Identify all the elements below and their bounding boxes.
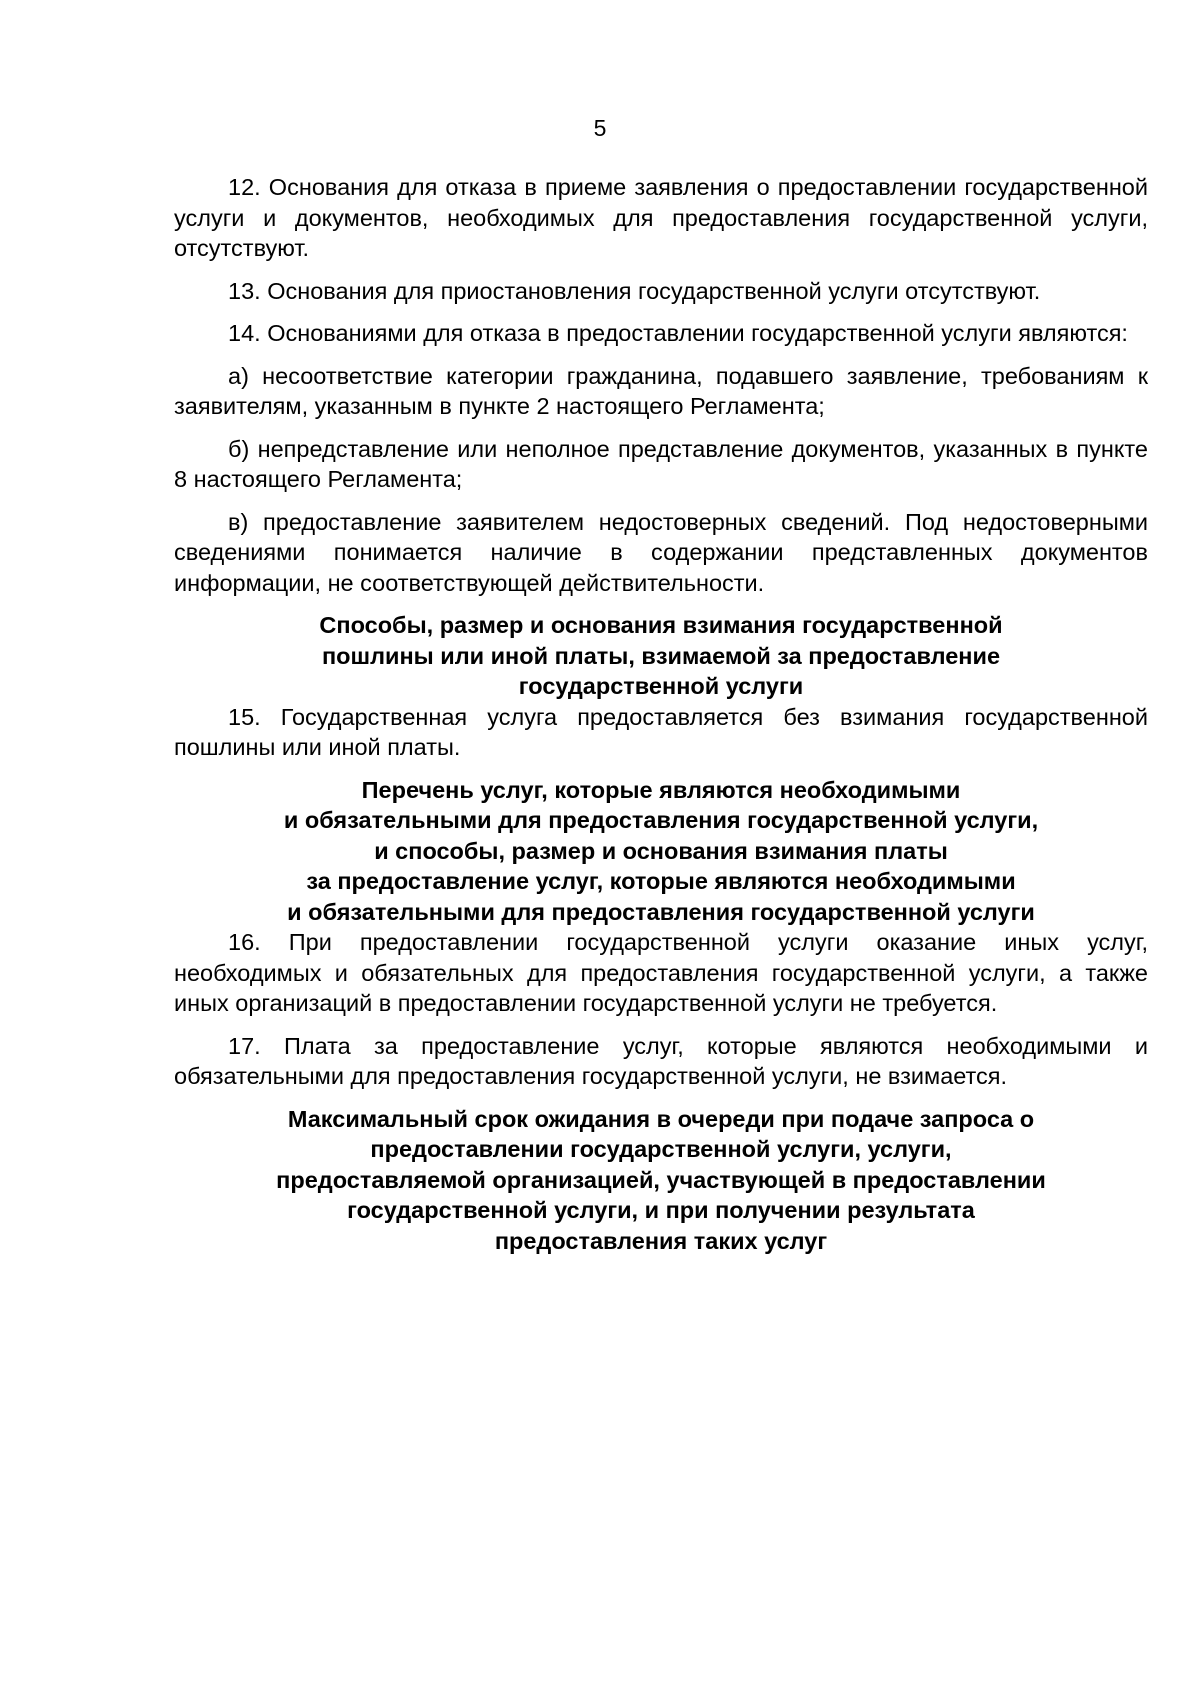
paragraph-14-v: в) предоставление заявителем недостоверных сведений. Под недостоверными сведениями понимается наличие в содержании представленных документов информации, не соответствующей действительности. [174,508,1148,596]
heading-line: за предоставление услуг, которые являются необходимыми [306,868,1016,894]
paragraph-16: 16. При предоставлении государственной услуги оказание иных услуг, необходимых и обязательных для предоставления государственной услуги, а также иных организаций в предоставлении государственной услуги не требуется. [174,929,1148,1016]
paragraph-17: 17. Плата за предоставление услуг, которые являются необходимыми и обязательными для предоставления государственной услуги, не взимается. [174,1032,1148,1089]
page-number: 5 [593,115,607,141]
heading-line: государственной услуги [518,673,804,699]
heading-line: Способы, размер и основания взимания государственной [319,612,1003,638]
heading-line: и обязательными для предоставления государственной услуги, [283,807,1039,833]
heading-line: и обязательными для предоставления государственной услуги [287,898,1035,925]
paragraph-14: 14. Основаниями для отказа в предоставлении государственной услуги являются: [228,320,1128,346]
paragraph-15: 15. Государственная услуга предоставляется без взимания государственной пошлины или иной платы. [174,703,1148,760]
heading-line: государственной услуги, и при получении результата [347,1197,975,1223]
paragraph-14-a: а) несоответствие категории гражданина, подавшего заявление, требованиям к заявителям, указанным в пункте 2 настоящего Регламента; [174,362,1148,419]
section-heading-waiting-time [174,1104,1148,1257]
heading-line: предоставлении государственной услуги, услуги, [370,1136,952,1162]
paragraph-13: 13. Основания для приостановления государственной услуги отсутствуют. [228,277,1041,304]
section-heading-required-services [174,775,1148,928]
heading-line: пошлины или иной платы, взимаемой за предоставление [321,642,1001,669]
heading-line: Перечень услуг, которые являются необходимыми [361,776,961,803]
paragraph-14-b: б) непредставление или неполное представление документов, указанных в пункте 8 настоящего Регламента; [174,435,1148,492]
heading-line: предоставления таких услуг [494,1227,828,1254]
document-body [174,172,1148,1256]
heading-line: предоставляемой организацией, участвующей в предоставлении [276,1166,1046,1193]
heading-line: и способы, размер и основания взимания платы [374,837,948,864]
paragraph-12: 12. Основания для отказа в приеме заявления о предоставлении государственной услуги и документов, необходимых для предоставления государственной услуги, отсутствуют. [174,174,1148,261]
section-heading-fees [174,610,1148,702]
heading-line: Максимальный срок ожидания в очереди при подаче запроса о [287,1105,1035,1132]
